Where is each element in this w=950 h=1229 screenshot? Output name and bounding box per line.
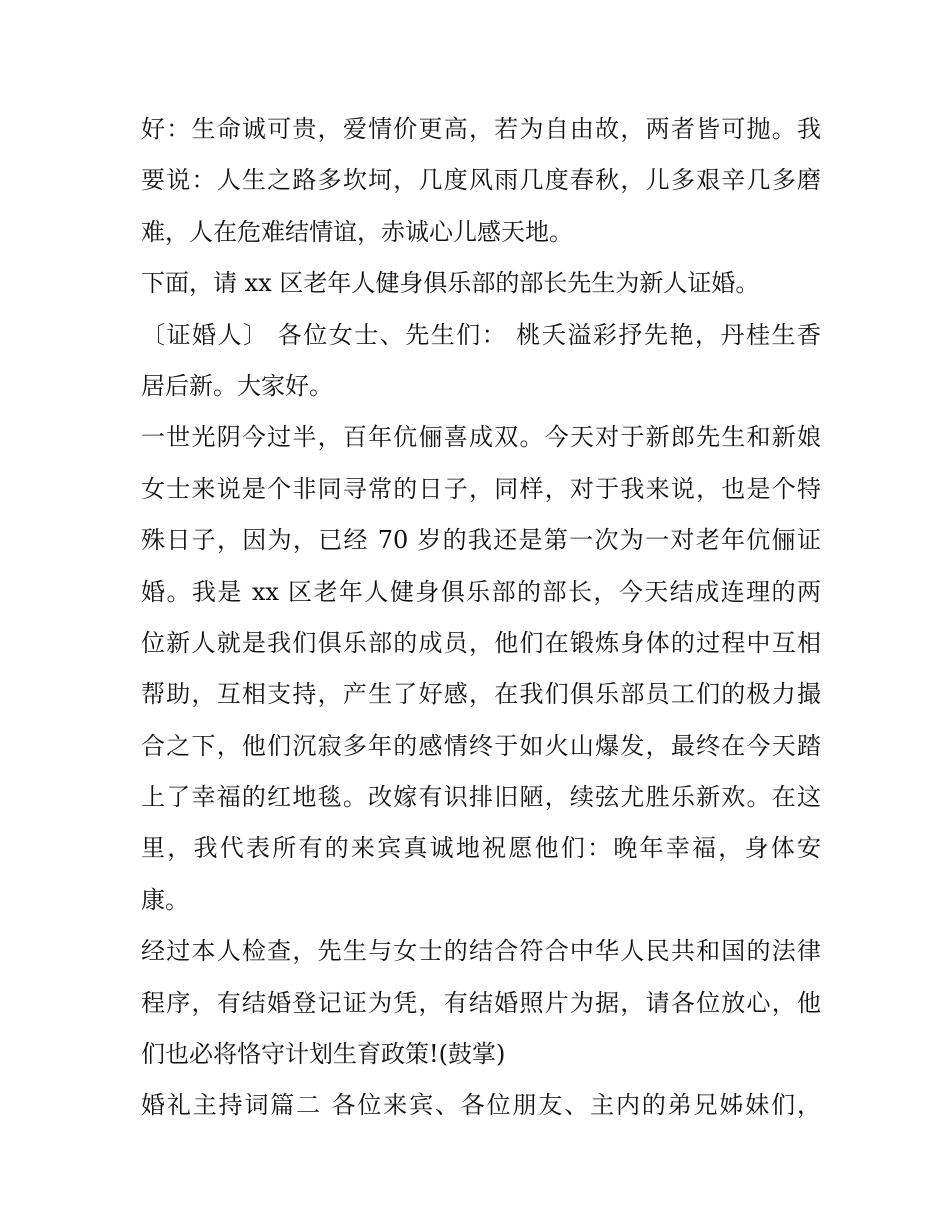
text-line: 康。: [141, 885, 189, 914]
document-body: [141, 104, 821, 1132]
text-line: 婚。我是 xx 区老年人健身俱乐部的部长，今天结成连理的两: [141, 577, 821, 606]
text-line: 要说：人生之路多坎坷，几度风雨几度春秋，儿多艰辛几多磨: [141, 166, 821, 195]
text-line: 好：生命诚可贵，爱情价更高，若为自由故，两者皆可抛。我: [141, 115, 821, 143]
text-line: 里，我代表所有的来宾真诚地祝愿他们：晚年幸福，身体安: [141, 834, 821, 863]
text-line: 位新人就是我们俱乐部的成员，他们在锻炼身体的过程中互相: [141, 628, 821, 657]
text-line: 难，人在危难结情谊，赤诚心儿感天地。: [141, 217, 573, 246]
text-line: 帮助，互相支持，产生了好感，在我们俱乐部员工们的极力撮: [141, 680, 821, 709]
text-line: 女士来说是个非同寻常的日子，同样，对于我来说，也是个特: [141, 474, 821, 503]
text-line: 殊日子，因为，已经 70 岁的我还是第一次为一对老年伉俪证: [141, 526, 821, 555]
text-line: 居后新。大家好。: [141, 371, 333, 400]
text-line: 婚礼主持词篇二 各位来宾、各位朋友、主内的弟兄姊妹们，: [141, 1091, 821, 1120]
text-line: 〔证婚人〕 各位女士、先生们： 桃夭溢彩抒先艳，丹桂生香: [141, 320, 821, 349]
text-line: 经过本人检查，先生与女士的结合符合中华人民共和国的法律: [141, 937, 821, 966]
text-line: 一世光阴今过半，百年伉俪喜成双。今天对于新郎先生和新娘: [141, 423, 821, 452]
text-line: 合之下，他们沉寂多年的感情终于如火山爆发，最终在今天踏: [141, 731, 821, 760]
text-line: 程序，有结婚登记证为凭，有结婚照片为据，请各位放心，他: [141, 988, 821, 1017]
text-line: 们也必将恪守计划生育政策!(鼓掌): [141, 1040, 506, 1069]
text-line: 上了幸福的红地毯。改嫁有识排旧陋，续弦尤胜乐新欢。在这: [141, 783, 821, 812]
text-line: 下面，请 xx 区老年人健身俱乐部的部长先生为新人证婚。: [141, 269, 760, 298]
